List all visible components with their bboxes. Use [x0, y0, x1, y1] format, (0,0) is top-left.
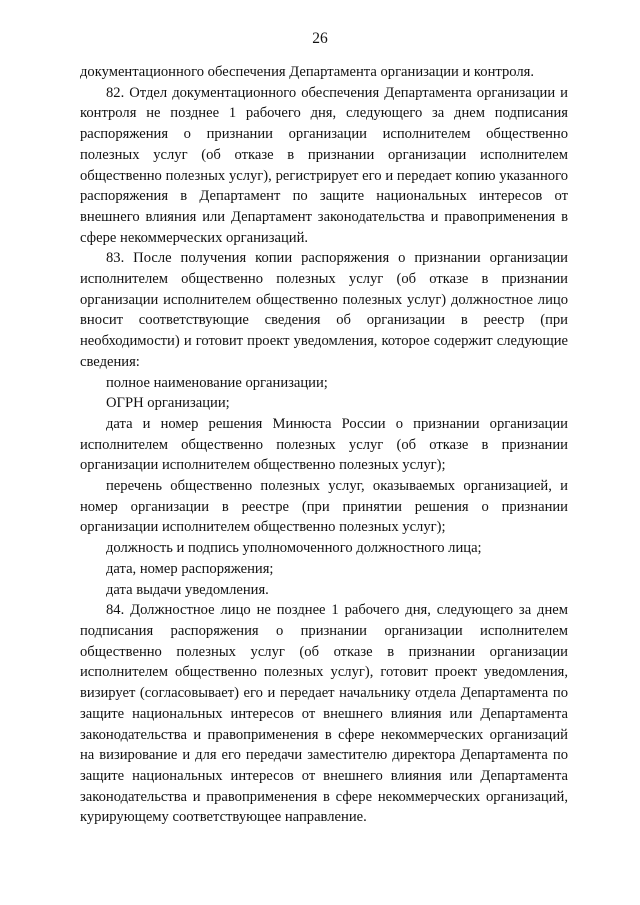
list-item-issue-date: дата выдачи уведомления.: [106, 581, 269, 598]
list-item-full-name: полное наименование организации;: [106, 374, 328, 391]
page-number: 26: [312, 30, 328, 47]
list-item-ogrn: ОГРН организации;: [106, 395, 230, 412]
list-item-order-date: дата, номер распоряжения;: [106, 560, 274, 577]
list-item-services: перечень общественно полезных услуг, оказываемых организацией, и номер организации в реестре (при принятии решения о признании организации исполнителем общественно полезных услуг);: [80, 478, 568, 536]
paragraph-continuation: документационного обеспечения Департамента организации и контроля.: [80, 64, 534, 80]
list-item-position-signature: должность и подпись уполномоченного должностного лица;: [106, 540, 482, 557]
paragraph-82: 82. Отдел документационного обеспечения Департамента организации и контроля не позднее 1 рабочего дня, следующего за днем подписания распоряжения о признании организации исполнителем общественно полезных услуг (об отказе в признании организации исполнителем общественно полезных услуг), регистрирует его и передает копию указанного распоряжения в Департамент по защите национальных интересов от внешнего влияния или Департамент законодательства и правоприменения в сфере некоммерческих организаций.: [80, 84, 568, 246]
paragraph-83: 83. После получения копии распоряжения о признании организации исполнителем общественно полезных услуг (об отказе в признании организации исполнителем общественно полезных услуг) должностное лицо вносит соответствующие сведения об организации в реестр (при необходимости) и готовит проект уведомления, которое содержит следующие сведения:: [80, 250, 568, 370]
paragraph-84: 84. Должностное лицо не позднее 1 рабочего дня, следующего за днем подписания распоряжения о признании организации исполнителем общественно полезных услуг (об отказе в признании организации исполнителем общественно полезных услуг), готовит проект уведомления, визирует (согласовывает) его и передает начальнику отдела Департамента по защите национальных интересов от внешнего влияния или Департамента законодательства и правоприменения в сфере некоммерческих организаций на визирование и для его передачи заместителю директора Департамента по защите национальных интересов от внешнего влияния или Департамента законодательства и правоприменения в сфере некоммерческих организаций, курирующему соответствующее направление.: [80, 602, 568, 826]
document-body: [80, 62, 568, 828]
list-item-decision-date: дата и номер решения Минюста России о признании организации исполнителем общественно полезных услуг (об отказе в признании организации исполнителем общественно полезных услуг);: [80, 415, 568, 474]
